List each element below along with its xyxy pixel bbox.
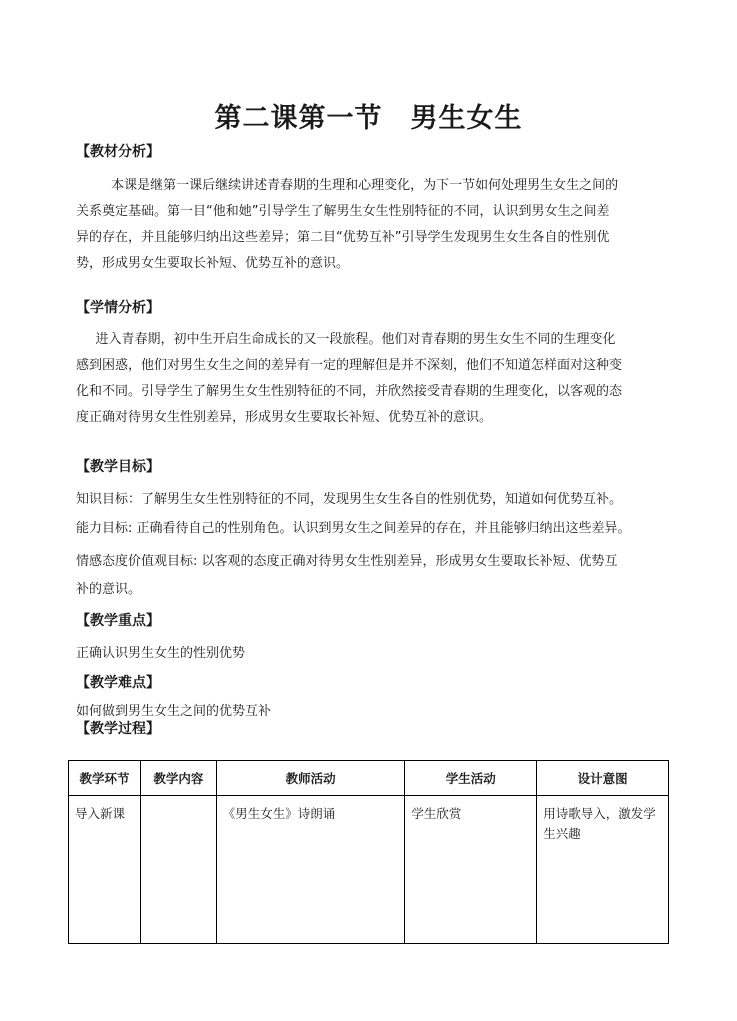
table-cell: 学生欣赏 <box>405 796 537 944</box>
student-line: 化和不同。引导学生了解男生女生性别特征的不同，并欣然接受青春期的生理变化，以客观的态 <box>76 384 623 399</box>
table-cell: 导入新课 <box>69 796 141 944</box>
goal-emotion-line-2: 补的意识。 <box>76 582 142 597</box>
student-line: 进入青春期，初中生开启生命成长的又一段旅程。他们对青春期的男生女生不同的生理变化 <box>95 332 616 347</box>
student-paragraph <box>76 327 668 431</box>
section-header-key: 【教学重点】 <box>76 613 160 629</box>
analysis-paragraph <box>76 173 668 277</box>
difficulty-text: 如何做到男生女生之间的优势互补 <box>76 704 272 719</box>
table-row <box>69 796 669 944</box>
section-header-difficulty: 【教学难点】 <box>76 675 160 691</box>
goal-knowledge: 知识目标：了解男生女生性别特征的不同，发现男生女生各自的性别优势，知道如何优势互补。 <box>76 492 623 507</box>
goal-emotion-line-1: 情感态度价值观目标: 以客观的态度正确对待男女生性别差异，形成男女生要取长补短、优势互 <box>76 554 618 569</box>
student-line: 度正确对待男女生性别差异，形成男女生要取长补短、优势互补的意识。 <box>76 410 493 425</box>
table-header-cell: 教学内容 <box>140 761 216 796</box>
key-point-text: 正确认识男生女生的性别优势 <box>76 646 246 661</box>
page-title: 第二课第一节 男生女生 <box>214 103 523 134</box>
section-header-student: 【学情分析】 <box>76 300 160 316</box>
analysis-line: 关系奠定基础。第一目“他和她”引导学生了解男生女生性别特征的不同，认识到男女生之间差 <box>76 204 610 219</box>
analysis-line: 本课是继第一课后继续讲述青春期的生理和心理变化，为下一节如何处理男生女生之间的 <box>111 178 619 193</box>
table-cell <box>140 796 216 944</box>
table-cell: 用诗歌导入，激发学生兴趣 <box>537 796 669 944</box>
section-header-process: 【教学过程】 <box>76 721 160 737</box>
table-cell: 《男生女生》诗朗诵 <box>216 796 405 944</box>
table-header-cell: 教师活动 <box>216 761 405 796</box>
student-line: 感到困惑，他们对男生女生之间的差异有一定的理解但是并不深刻，他们不知道怎样面对这种变 <box>76 358 623 373</box>
table-header-cell: 设计意图 <box>537 761 669 796</box>
table-header-cell: 教学环节 <box>69 761 141 796</box>
section-header-goals: 【教学目标】 <box>76 459 160 475</box>
section-header-analysis: 【教材分析】 <box>76 144 160 160</box>
table-header-cell: 学生活动 <box>405 761 537 796</box>
analysis-line: 势，形成男女生要取长补短、优势互补的意识。 <box>76 256 350 271</box>
table-header-row <box>69 761 669 796</box>
goal-ability: 能力目标: 正确看待自己的性别角色。认识到男女生之间差异的存在，并且能够归纳出这些差异。 <box>76 521 631 536</box>
teaching-process-table <box>68 760 669 944</box>
analysis-line: 异的存在，并且能够归纳出这些差异；第二目“优势互补”引导学生发现男生女生各自的性别优 <box>76 230 610 245</box>
